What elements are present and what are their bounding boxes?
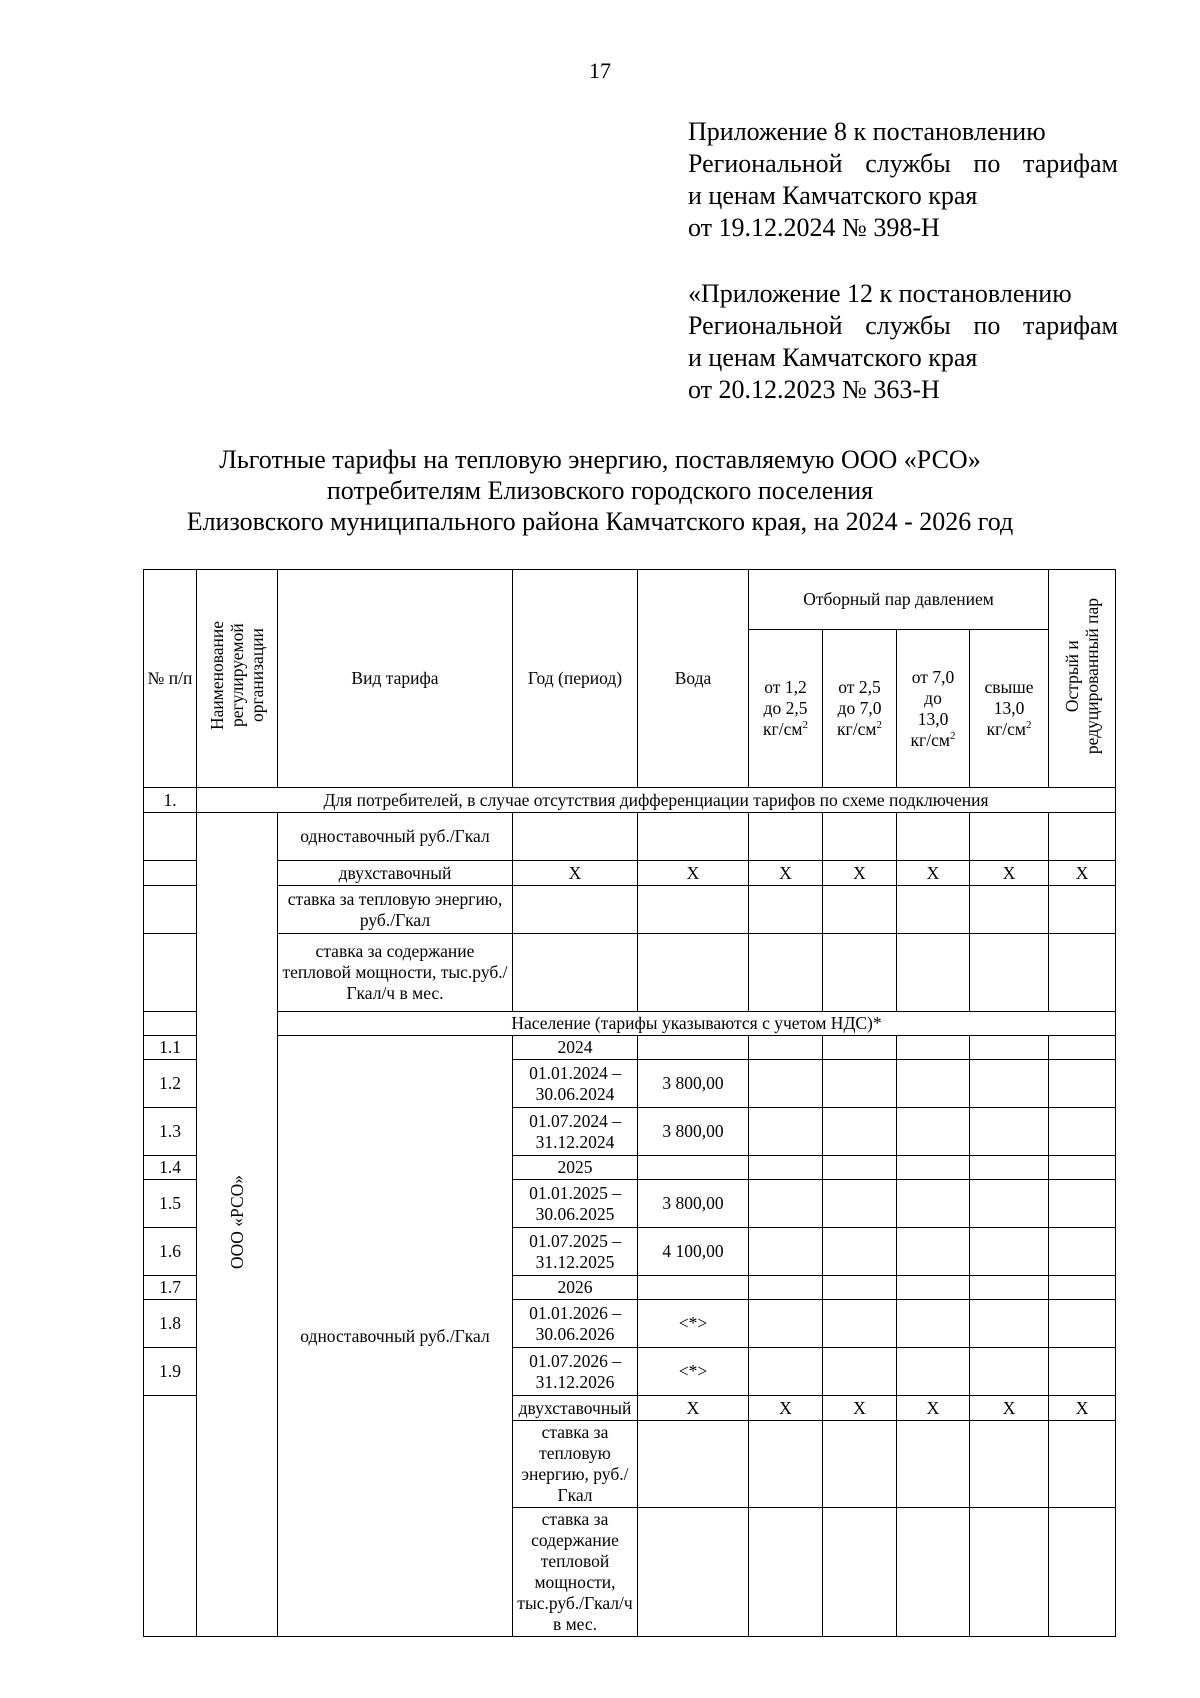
- header-year: Год (период): [513, 570, 638, 788]
- annex-1-line-3: и ценам Камчатского края: [688, 181, 978, 210]
- steam-2-line: от 2,5: [838, 677, 881, 697]
- row-num: 1.1: [144, 1036, 197, 1060]
- row-num: [144, 886, 197, 934]
- header-steam-group: Отборный пар давлением: [749, 570, 1049, 630]
- x-mark: X: [897, 1396, 970, 1421]
- x-mark: X: [513, 861, 638, 886]
- header-org-line: Наименование: [207, 621, 227, 731]
- water-cell: [638, 1276, 749, 1300]
- row-num: 1.9: [144, 1348, 197, 1396]
- row-num: 1.4: [144, 1156, 197, 1180]
- header-num: № п/п: [144, 570, 197, 788]
- annex-1-line-4: от 19.12.2024 № 398-Н: [688, 213, 940, 242]
- water-cell: 3 800,00: [638, 1180, 749, 1228]
- x-mark: X: [970, 1396, 1049, 1421]
- x-mark: X: [749, 861, 823, 886]
- header-org-line: регулируемой: [227, 624, 247, 728]
- population-row: [144, 1012, 1116, 1036]
- steam-3-line: до: [924, 687, 942, 708]
- table-header-row: [144, 570, 1116, 630]
- page-number: 17: [589, 58, 611, 83]
- steam-4-sup: 2: [1025, 719, 1032, 732]
- water-cell: [638, 1156, 749, 1180]
- row-num: 1.6: [144, 1228, 197, 1276]
- org-cell: [197, 813, 278, 1637]
- header-org: [197, 570, 278, 788]
- row-num: [144, 813, 197, 861]
- period-cell: 01.07.2024 – 31.12.2024: [513, 1108, 638, 1156]
- header-org-line: организации: [247, 629, 267, 723]
- row-num: 1.2: [144, 1060, 197, 1108]
- x-mark: X: [749, 1396, 823, 1421]
- header-tariff-type: Вид тарифа: [278, 570, 513, 788]
- x-mark: X: [1049, 1396, 1116, 1421]
- period-cell: 01.07.2025 – 31.12.2025: [513, 1228, 638, 1276]
- tariff-table: [143, 569, 1116, 1637]
- steam-4-line: свыше: [984, 677, 1034, 697]
- section-num: 1.: [144, 788, 197, 813]
- row-num: [144, 1396, 197, 1637]
- annex-reference-2: [688, 278, 1118, 406]
- water-cell: 3 800,00: [638, 1060, 749, 1108]
- steam-2-unit: кг/см: [837, 719, 877, 739]
- row-num: [144, 934, 197, 1012]
- x-mark: X: [638, 1396, 749, 1421]
- period-cell: [513, 813, 638, 861]
- row-num: [144, 1012, 197, 1036]
- period-cell: 01.01.2024 – 30.06.2024: [513, 1060, 638, 1108]
- period-cell: 01.01.2025 – 30.06.2025: [513, 1180, 638, 1228]
- water-cell: 4 100,00: [638, 1228, 749, 1276]
- annex-1-line-1: Приложение 8 к постановлению: [688, 117, 1046, 146]
- steam-1-sup: 2: [802, 719, 808, 732]
- tariff-type-cell: двухставочный: [513, 1396, 638, 1421]
- tariff-type-cell: одноставочный руб./Гкал: [278, 813, 513, 861]
- row-num: 1.3: [144, 1108, 197, 1156]
- header-water: Вода: [638, 570, 749, 788]
- header-steam-1: [749, 630, 823, 788]
- tariff-type-cell: одноставочный руб./Гкал: [278, 1036, 513, 1637]
- water-cell: <*>: [638, 1300, 749, 1348]
- tariff-type-cell: ставка за тепловую энергию, руб./Гкал: [513, 1421, 638, 1508]
- org-name: ООО «РСО»: [227, 1174, 247, 1270]
- steam-3-line: от 7,0: [911, 666, 955, 687]
- steam-1-line: до 2,5: [763, 698, 808, 718]
- annex-2-line-4: от 20.12.2023 № 363-Н: [688, 375, 940, 404]
- x-mark: X: [897, 861, 970, 886]
- row-num: 1.7: [144, 1276, 197, 1300]
- steam-1-line: от 1,2: [764, 677, 807, 697]
- document-title: [0, 444, 1200, 537]
- period-cell: 01.01.2026 – 30.06.2026: [513, 1300, 638, 1348]
- annex-reference-1: [688, 116, 1118, 244]
- steam-3-line: 13,0: [917, 708, 949, 729]
- x-mark: X: [1049, 861, 1116, 886]
- table-row: [144, 934, 1116, 1012]
- title-line-2: потребителям Елизовского городского поселения: [326, 476, 874, 505]
- row-num: 1.5: [144, 1180, 197, 1228]
- water-cell: 3 800,00: [638, 1108, 749, 1156]
- water-cell: [638, 813, 749, 861]
- header-org-text: [207, 621, 267, 730]
- steam-1-unit: кг/см: [763, 719, 803, 739]
- period-cell: 01.07.2026 – 31.12.2026: [513, 1348, 638, 1396]
- water-cell: [638, 1036, 749, 1060]
- annex-2-line-1: «Приложение 12 к постановлению: [688, 279, 1072, 308]
- row-num: 1.8: [144, 1300, 197, 1348]
- header-steam-4: [970, 630, 1049, 788]
- section-label: Для потребителей, в случае отсутствия дифференциации тарифов по схеме подключения: [197, 788, 1116, 813]
- x-mark: X: [823, 861, 897, 886]
- tariff-type-cell: двухставочный: [278, 861, 513, 886]
- x-mark: X: [823, 1396, 897, 1421]
- x-mark: X: [638, 861, 749, 886]
- table-row: [144, 813, 1116, 861]
- tariff-type-cell: ставка за содержание тепловой мощности, тыс.руб./Гкал/ч в мес.: [278, 934, 513, 1012]
- steam-2-line: до 7,0: [837, 698, 882, 718]
- period-cell: 2024: [513, 1036, 638, 1060]
- title-line-1: Льготные тарифы на тепловую энергию, поставляемую ООО «РСО»: [219, 445, 981, 474]
- header-steam-2: [823, 630, 897, 788]
- header-steam-3: [897, 630, 970, 788]
- period-cell: 2025: [513, 1156, 638, 1180]
- population-label: Население (тарифы указываются с учетом НДС)*: [278, 1012, 1116, 1036]
- header-sharp-steam-line: Острый и: [1062, 640, 1083, 712]
- table-row: [144, 1036, 1116, 1060]
- steam-4-unit: кг/см: [986, 719, 1026, 739]
- annex-2-line-2: Региональной службы по тарифам: [688, 311, 1118, 340]
- annex-1-line-2: Региональной службы по тарифам: [688, 149, 1118, 178]
- steam-3-unit: кг/см: [910, 729, 950, 750]
- x-mark: X: [970, 861, 1049, 886]
- row-num: [144, 861, 197, 886]
- water-cell: <*>: [638, 1348, 749, 1396]
- steam-3-sup: 2: [949, 729, 956, 742]
- header-sharp-steam: [1049, 570, 1116, 788]
- tariff-type-cell: ставка за содержание тепловой мощности, тыс.руб./Гкал/ч в мес.: [513, 1508, 638, 1637]
- table-row: [144, 861, 1116, 886]
- annex-2-line-3: и ценам Камчатского края: [688, 343, 978, 372]
- steam-2-sup: 2: [876, 719, 882, 732]
- tariff-type-cell: ставка за тепловую энергию, руб./Гкал: [278, 886, 513, 934]
- header-sharp-steam-text: [1062, 598, 1102, 754]
- steam-4-line: 13,0: [993, 698, 1025, 718]
- period-cell: 2026: [513, 1276, 638, 1300]
- section-row: [144, 788, 1116, 813]
- table-row: [144, 886, 1116, 934]
- header-sharp-steam-line: редуцированный пар: [1082, 597, 1103, 755]
- title-line-3: Елизовского муниципального района Камчатского края, на 2024 - 2026 год: [186, 507, 1014, 536]
